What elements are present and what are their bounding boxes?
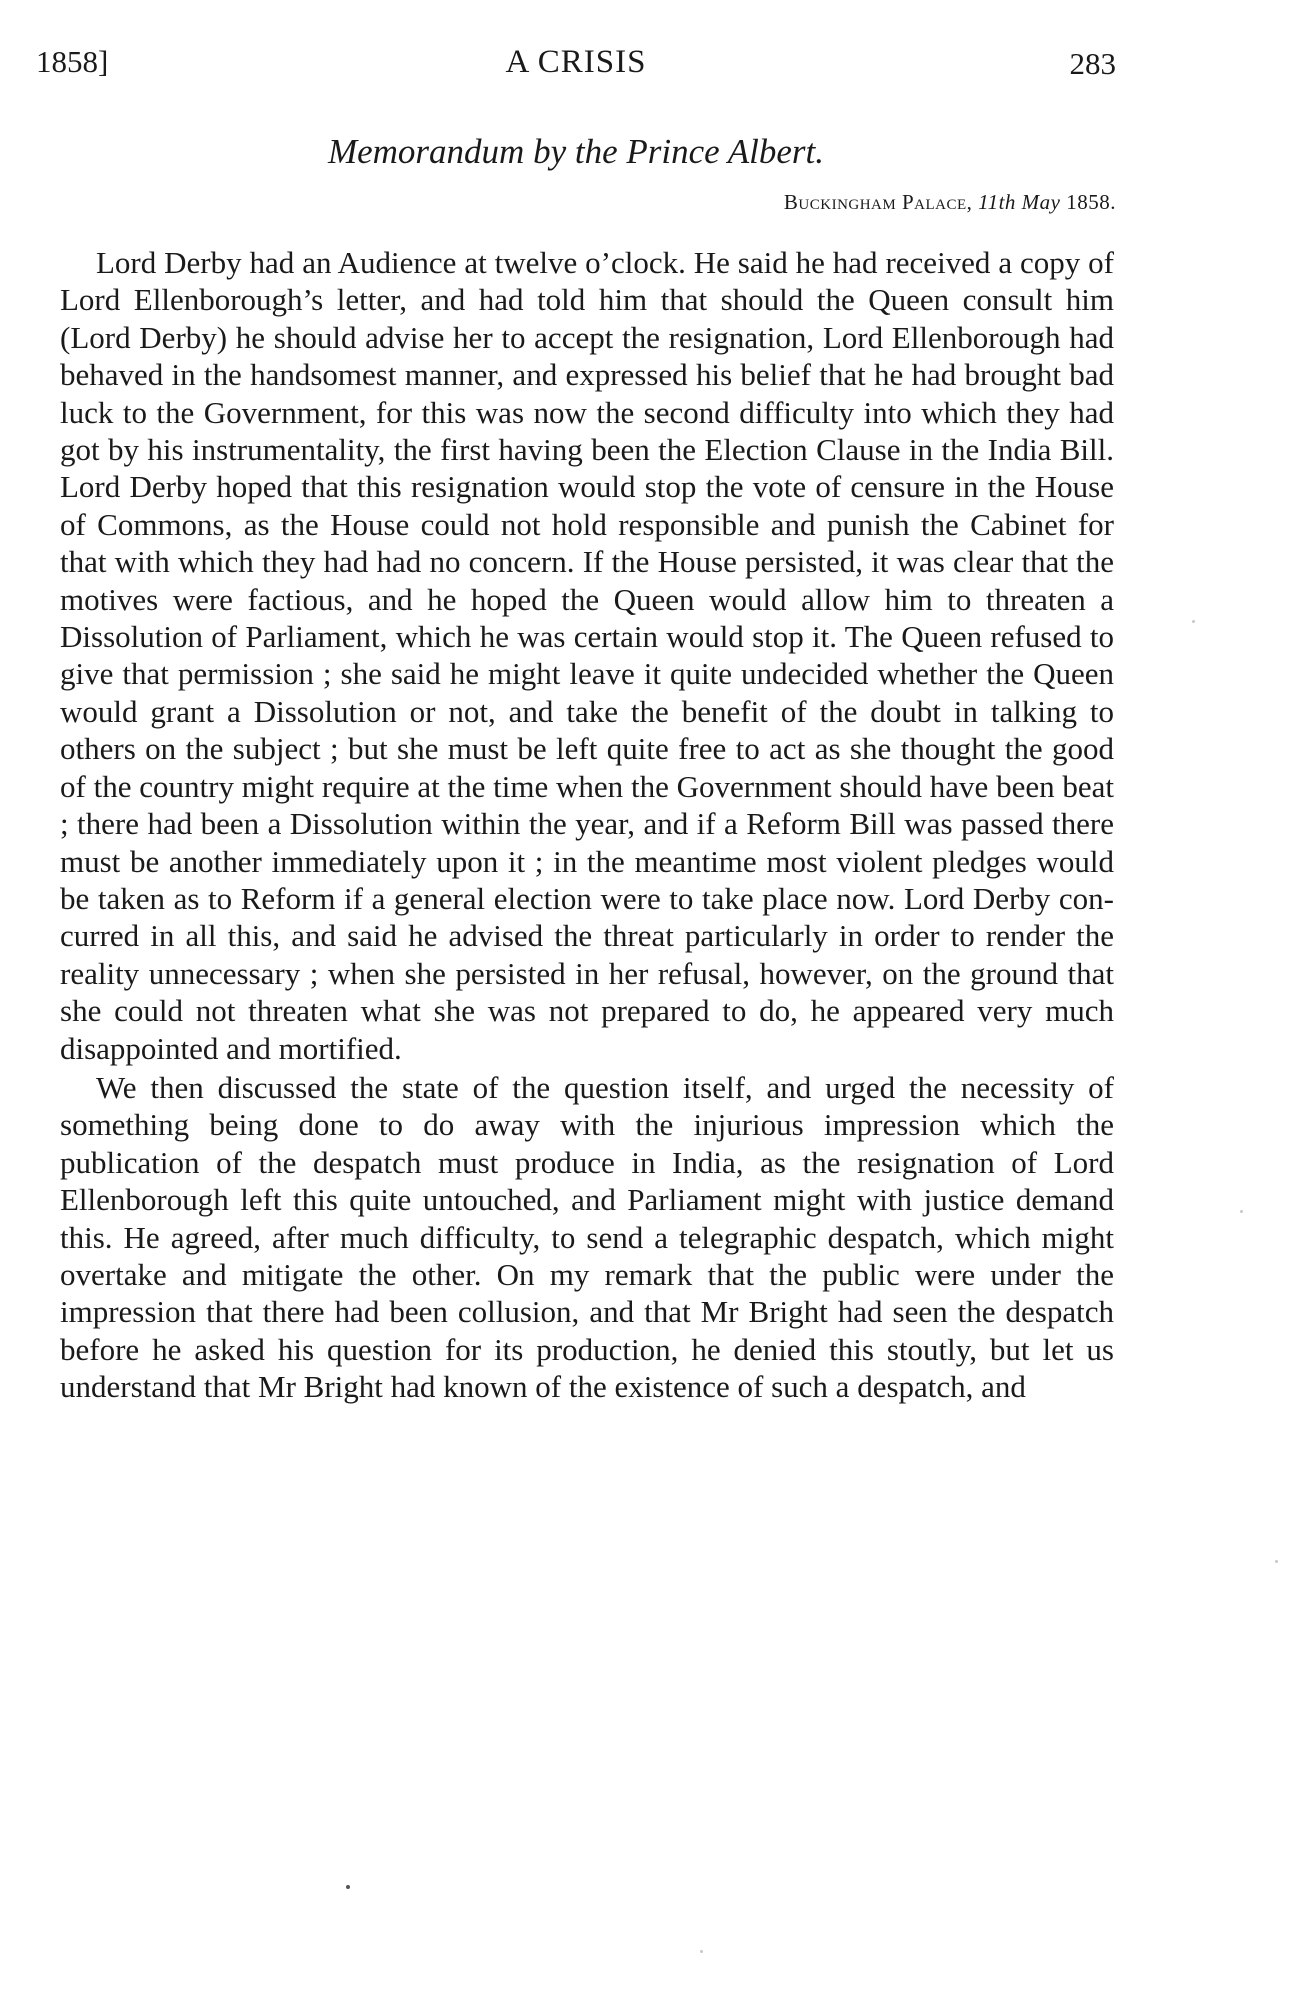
page-number: 283 <box>1069 46 1116 81</box>
dateline-day: 11th May <box>978 190 1061 214</box>
dateline <box>36 190 1116 215</box>
memorandum-heading: Memorandum by the Prince Albert. <box>327 132 825 171</box>
dateline-year: 1858. <box>1066 190 1116 214</box>
body-text <box>60 244 1114 1406</box>
paper-speck <box>1240 1210 1243 1213</box>
running-head-year: 1858] <box>36 44 109 79</box>
paper-speck <box>1192 620 1195 623</box>
paragraph: We then discussed the state of the question itself, and urged the necessity of something being done to do away with the injurious impression which the publication of the despatch must produce in India, as the resignation of Lord Ellenborough left this quite untouched, and Parliament might with justice demand this. He agreed, after much difficulty, to send a telegraphic despatch, which might overtake and mitigate the other. On my remark that the public were under the impression that there had been collusion, and that Mr Bright had seen the despatch before he asked his question for its production, he denied this stoutly, but let us understand that Mr Bright had known of the existence of such a despatch, and <box>60 1069 1114 1405</box>
paragraph: Lord Derby had an Audience at twelve o’clock. He said he had received a copy of Lord Ellenborough’s letter, and had told him that should the Queen consult him (Lord Derby) he should advise her to accept the resignation, Lord Ellenborough had behaved in the handsomest manner, and expressed his belief that he had brought bad luck to the Government, for this was now the second difficulty into which they had got by his instrumentality, the first having been the Election Clause in the India Bill. Lord Derby hoped that this resignation would stop the vote of censure in the House of Commons, as the House could not hold responsible and punish the Cabinet for that with which they had had no concern. If the House persisted, it was clear that the motives were factious, and he hoped the Queen would allow him to threaten a Dissolution of Parliament, which he was certain would stop it. The Queen refused to give that permission ; she said he might leave it quite undecided whether the Queen would grant a Dissolution or not, and take the benefit of the doubt in talking to others on the subject ; but she must be left quite free to act as she thought the good of the country might require at the time when the Government should have been beat ; there had been a Dissolution within the year, and if a Reform Bill was passed there must be another immediately upon it ; in the meantime most violent pledges would be taken as to Reform if a general election were to take place now. Lord Derby concurred in all this, and said he advised the threat particularly in order to render the reality unnecessary ; when she persisted in her refusal, however, on the ground that she could not threaten what she was not prepared to do, he appeared very much disappointed and mortified. <box>60 245 1114 1066</box>
paper-speck <box>346 1885 350 1889</box>
dateline-place: Buckingham Palace, <box>783 190 973 214</box>
running-head <box>36 44 1116 94</box>
paper-speck <box>700 1950 703 1953</box>
paper-speck <box>1275 1560 1278 1563</box>
running-head-title: A CRISIS <box>505 44 647 80</box>
